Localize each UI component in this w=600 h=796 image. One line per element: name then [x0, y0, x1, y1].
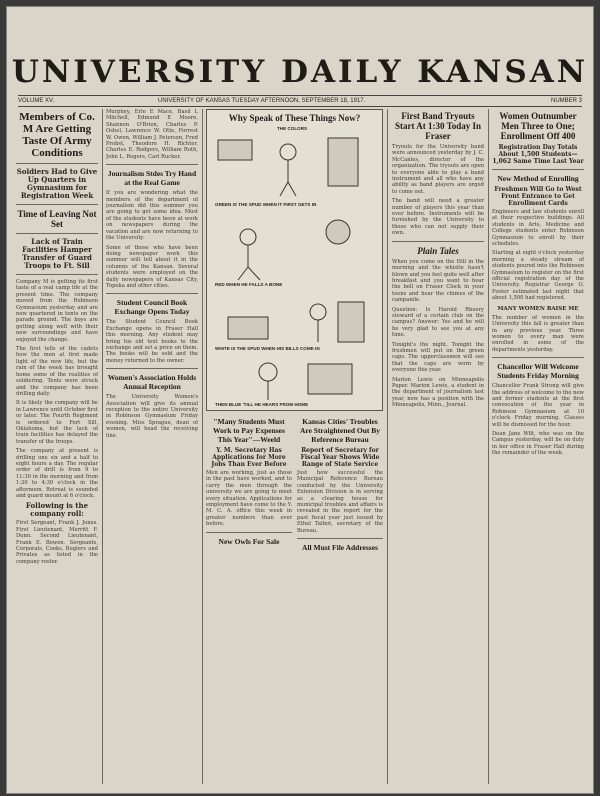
article-text: The University Women's Association will give its annual reception to the entire University in Robinson Gymnasium Friday evening. Miss Sprague, dean of women, will head the receiving line.	[106, 394, 198, 439]
column-middle	[206, 109, 383, 784]
headline-women-outnumber: Women Outnumber Men Three to One; Enrollment Off 400	[499, 111, 577, 141]
deck-registration: Registration Day Totals About 1,500 Students—1,062 Same Time Last Year	[492, 144, 584, 165]
article-text: If you are wondering what the members of the department of journalism did this summer you are going to get some idea. Most of the students have been at work on newspapers during the vacation and are now returning to the University.	[106, 190, 198, 242]
headline-plain-tales: Plain Tales	[417, 245, 459, 256]
cartoon-caption: RED WHEN HE FALLS A BONE	[215, 282, 283, 287]
column-2	[106, 109, 198, 784]
column-1	[16, 109, 98, 784]
roll-heading: Following is the company roll:	[25, 501, 89, 519]
article-text: The band will need a greater number of players this year than ever before. Instruments will be furnished by the University to those who can not supply their own.	[392, 198, 484, 237]
cartoon-illustration	[208, 132, 383, 412]
divider	[392, 241, 484, 242]
dateline-center: UNIVERSITY OF KANSAS TUESDAY AFTERNOON, SEPTEMBER 18, 1917.	[158, 98, 366, 104]
divider	[106, 164, 198, 165]
headline-womens-association: Women's Association Holds Annual Reception	[107, 373, 197, 392]
article-text: Question: Is Harold Rhoery steward of a certain club on the campus? Answer: Yes and he will be very glad to see you at any time.	[392, 306, 484, 339]
subhead-women: MANY WOMEN RAISE ME	[497, 305, 579, 312]
divider	[16, 204, 98, 205]
article-text: First Sergeant, Frank J. Jones. First Lieutenant, Merritt F. Dunn. Second Lieutenant, Frank E. Bowen. Sergeants, Corporals, Cooks, Buglers and Privates as listed in the company roster.	[16, 520, 98, 565]
article-text: The company at present is drilling one six and a half to eight hours a day. The regular order of drill is from 9 to 11:30 in the morning and from 1:30 to 4:30 o'clock in the afternoon. Retreat is sounded and guard mount at 6 o'clock.	[16, 448, 98, 499]
headline-kansas-cities: Kansas Cities' Troubles Are Straightened Out By Reference Bureau	[299, 417, 381, 444]
divider	[492, 357, 584, 358]
cartoon-caption: THEN BLUE 'TILL HE HEARS FROM HOME	[215, 402, 309, 407]
divider	[16, 233, 98, 234]
article-many-students	[206, 415, 292, 549]
article-text: Marion Lewis on Minneapolis Paper. Marion Lewis, a student in the department of journalism last year, now has a position with the Minneapolis, Minn., Journal.	[392, 376, 484, 409]
divider	[106, 293, 198, 294]
column-rule	[102, 109, 103, 784]
column-rule	[202, 109, 203, 784]
divider	[492, 169, 584, 170]
divider	[297, 538, 383, 539]
article-text: Chancellor Frank Strong will give the address of welcome to the new and former students at the first convocation of the year in Robinson Gymnasium at 10 o'clock Friday morning. Classes will be dismissed for the hour.	[492, 383, 584, 428]
deck-freshmen: Freshmen Will Go to West Front Entrance to Get Enrollment Cards	[494, 186, 582, 207]
headline-new-owls: New Owls For Sale	[218, 536, 280, 546]
article-text: Just how successful the Municipal Reference Bureau conducted by the University Extension Division is in serving as a clearing house for municipal troubles and affairs is revealed in the report for the past fiscal year just issued by Ethel Talbot, secretary of the Bureau.	[297, 470, 383, 534]
newspaper-page	[6, 6, 594, 794]
article-text: Tryouts for the University band were announced yesterday by J. C. McCanles, director of the organization. The tryouts are open to everyone able to play a band instrument and all who have any ability as band players are urged to come out.	[392, 144, 484, 195]
cartoon-title: Why Speak of These Things Now?	[228, 113, 361, 123]
headline-company-m: Members of Co. M Are Getting Taste Of Army Conditions	[19, 111, 95, 159]
divider	[106, 368, 198, 369]
article-text: Murphey, Erle E Mace, Basil L Mitchell, Edmund E Moore, Shannon O'Brien, Charles P. Oshel, Lawrence W. Otte, Forrest W. Owen, William J. Peterson, Fred Probst, Theodore H. Richter, Charles E. Rodgers, William Roth, John L. Rogers, Carl Rucker.	[106, 109, 198, 160]
article-text: Company M is getting its first taste of a real camp life at the present time. The company moved from the Robinson Gymnasium yesterday and are now quartered in tents on the parade ground. The boys are getting along well with their new surroundings and have enjoyed the change.	[16, 279, 98, 343]
divider	[16, 274, 98, 275]
deck-ymca: Y. M. Secretary Has Applications for More Jobs Than Ever Before	[211, 447, 287, 468]
subhead-time-of-leaving: Time of Leaving Not Set	[17, 209, 97, 229]
cartoon-caption: THE COLORS	[277, 126, 308, 131]
masthead-title: UNIVERSITY DAILY KANSAN	[11, 54, 589, 90]
article-text: The number of women in the University this fall is greater than in any previous year. Three women to every man were enrolled in some of the departments yesterday.	[492, 314, 584, 353]
headline-file-addresses: All Must File Addresses	[302, 543, 378, 553]
headline-new-method: New Method of Enrolling	[497, 174, 579, 183]
cartoon-caption: WHITE IS THE SPUD WHEN HIS BILLS COME IN	[215, 346, 320, 351]
cartoon-caption: GREEN IS THE SPUD WHEN IT FIRST GETS IN	[215, 202, 317, 207]
article-text: The first tells of the cadets how the men at first made light of the new life, but the rain of the week has brought home some of the realities of soldiering. Tents were struck and the company has been drilling daily.	[16, 346, 98, 397]
article-text: Some of those who have been doing newspaper work this summer will tell about it in the columns of the Kansan. Several students were employed on the daily newspapers of Kansas City, Topeka and other cities.	[106, 244, 198, 289]
article-text: When you come on the Hill in the morning and the whistle hasn't blown and you feel quite well after breakfast and you want to hear the bell on Fraser Clock in your teens and hear the chimes of the campanile.	[392, 258, 484, 304]
article-text: Starting at eight o'clock yesterday morning a steady stream of students poured into the Robinson Gymnasium to register on the first official registration day of the University. Registrar George O. Foster estimated last night that about 1,500 had registered.	[492, 250, 584, 302]
dateline-volume: VOLUME XV.	[18, 98, 55, 104]
deck-soldiers: Soldiers Had to Give Up Quarters in Gymnasium for Registration Week	[16, 167, 98, 200]
headline-book-exchange: Student Council Book Exchange Opens Today	[114, 298, 190, 317]
article-text: Engineers and law students enroll at their respective buildings. All students in Arts, Medicine and College students enter Robinson Gymnasium to enroll by their schedules.	[492, 209, 584, 248]
divider	[206, 532, 292, 533]
headline-band-tryouts: First Band Tryouts Start At 1:30 Today In Fraser	[394, 111, 482, 141]
column-rule	[488, 109, 489, 784]
column-4	[392, 109, 484, 784]
headline-many-students: "Many Students Must Work to Pay Expenses This Year"—Weeld	[213, 417, 285, 444]
column-5	[492, 109, 584, 784]
article-text: The Student Council Book Exchange opens in Fraser Hall this morning. Any student may bring his old text books to the exchange and set a price on them. The books will be sold and the money returned to the owner.	[106, 319, 198, 364]
deck-reference-bureau: Report of Secretary for Fiscal Year Shows Wide Range of State Service	[300, 447, 380, 468]
article-text: Dean Jane Wilt, who was on the Campus yesterday, will be on duty in her office in Fraser Hall during the remainder of the week.	[492, 430, 584, 457]
cartoon-box	[206, 109, 383, 411]
article-text: It is likely the company will be in Lawrence until October first or later. The Fourth Regiment is ordered to Fort Sill, Oklahoma, but the lack of train facilities has delayed the transfer of the troops.	[16, 400, 98, 445]
article-text: Tonight's the night. Tonight the freshmen will put on the green caps. The upperclassmen will see that the caps are worn by everyone this year.	[392, 341, 484, 374]
column-rule	[387, 109, 388, 784]
dateline	[18, 95, 582, 107]
deck-train-facilities: Lack of Train Facilities Hamper Transfer of Guard Troops to Ft. Sill	[22, 237, 92, 270]
divider	[16, 163, 98, 164]
headline-chancellor: Chancellor Will Welcome Students Friday Morning	[497, 362, 579, 381]
headline-journalism: Journalism Stdes Try Hand at the Real Game	[107, 169, 197, 188]
article-kansas-cities	[297, 415, 383, 555]
dateline-number: NUMBER 3	[550, 98, 582, 104]
article-text: Men are working, just as those in the past have worked, and to carry the men through the university we are going to meet every situation. Applications for employment have come to the Y. M. C. A. office this week in greater numbers than ever before.	[206, 470, 292, 528]
